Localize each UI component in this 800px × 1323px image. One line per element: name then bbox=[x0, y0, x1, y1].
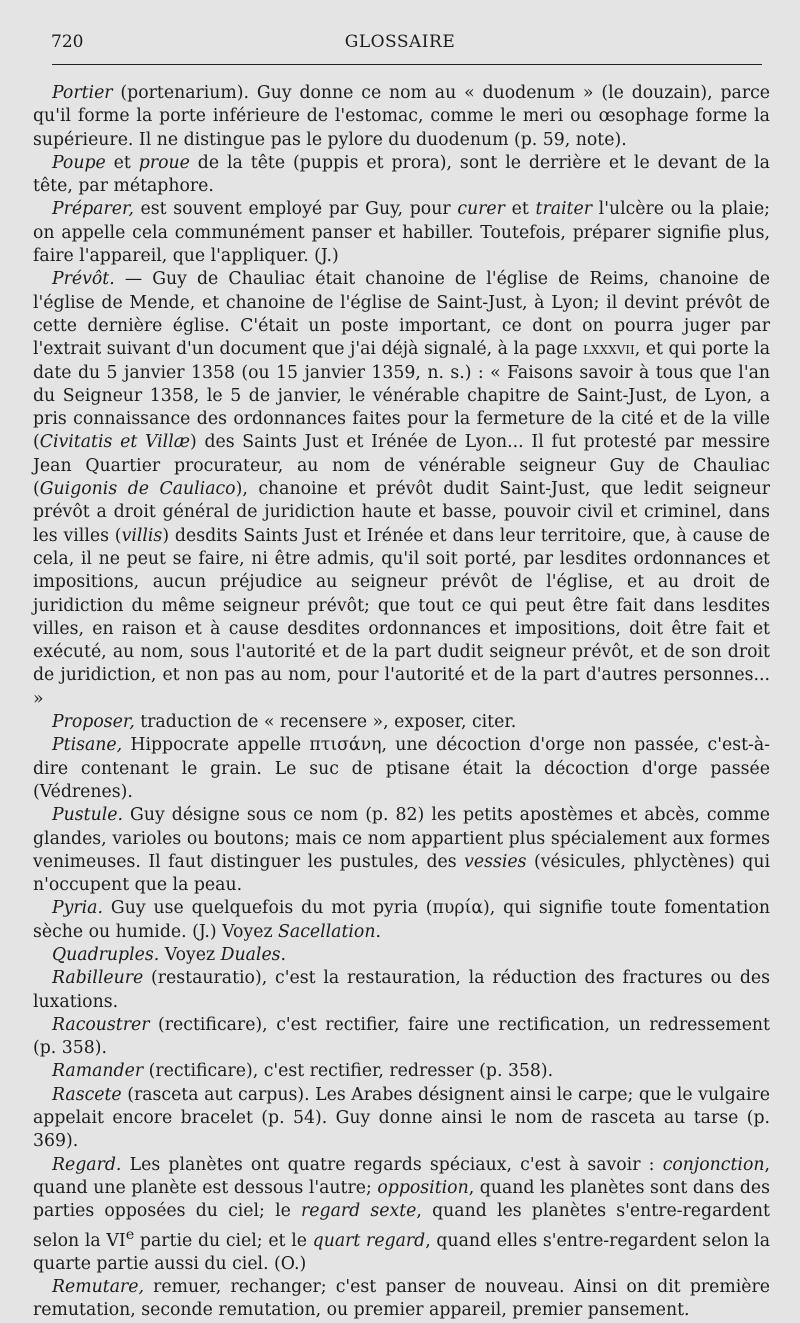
entry-term: Quadruples. bbox=[52, 944, 160, 965]
entry-italic: traiter bbox=[535, 199, 592, 220]
entry-text: l'ulcère ou la plaie; on appelle cela communément panser et habiller. Toutefois, préparer signifie plus, faire l'appareil, que l'appliquer. (J.) bbox=[33, 199, 770, 267]
entry-text: traduction de « recensere », exposer, citer. bbox=[134, 712, 517, 733]
glossary-entry-poupe bbox=[33, 152, 770, 199]
entry-text: , quand elles s'entre-regardent selon la quarte partie aussi du ciel. (O.) bbox=[33, 1230, 770, 1274]
entry-term: Remutare, bbox=[52, 1276, 144, 1297]
entry-greek: πτισάνη bbox=[309, 735, 382, 756]
entry-superscript: e bbox=[125, 1226, 135, 1243]
entry-text: remuer, rechanger; c'est panser de nouveau. Ainsi on dit première remutation, seconde remutation, ou premier appareil, premier pansement. bbox=[33, 1276, 770, 1321]
entry-term: Ramander bbox=[52, 1061, 144, 1082]
entry-italic: Civitatis et Villæ bbox=[39, 432, 190, 453]
entry-text: (rectificare), c'est rectifier, redresser (p. 358). bbox=[143, 1061, 554, 1082]
entry-italic: opposition bbox=[377, 1177, 469, 1198]
entry-term: Proposer, bbox=[52, 712, 135, 733]
entry-text: (rectificare), c'est rectifier, faire une rectification, un redressement (p. 358). bbox=[33, 1014, 770, 1059]
entry-text-part: Les planètes ont quatre regards spéciaux, c'est à savoir : bbox=[121, 1154, 663, 1175]
glossary-entry-prevot bbox=[33, 268, 770, 711]
entry-text: (portenarium). Guy donne ce nom au « duodenum » (le douzain), parce qu'il forme la porte inférieure de l'estomac, comme le meri ou œsophage forme la supérieure. Il ne distingue pas le pylore du duodenum (p. 59, note). bbox=[33, 83, 770, 150]
glossary-entry-preparer bbox=[33, 198, 770, 268]
entry-text: (vésicules, phlyctènes) qui n'occupent que la peau. bbox=[33, 851, 770, 896]
entry-greek: πυρία bbox=[432, 898, 484, 919]
entry-text-part: Voyez bbox=[159, 944, 221, 965]
entry-italic: Sacellation bbox=[278, 921, 376, 942]
entry-text: de la tête (puppis et prora), sont le derrière et le devant de la tête, par métaphore. bbox=[33, 152, 770, 197]
entry-text-part: et bbox=[504, 199, 536, 220]
entry-italic: vessies bbox=[464, 851, 527, 872]
entry-italic: proue bbox=[138, 152, 190, 173]
entry-text-part: ), chanoine et prévôt dudit Saint-Just, que ledit seigneur prévôt a droit général de juridiction haute et basse, pouvoir civil et criminel, dans les villes ( bbox=[33, 479, 770, 546]
entry-italic: villis bbox=[121, 525, 163, 546]
entry-italic: Guigonis de Cauliaco bbox=[39, 479, 236, 500]
entry-text-part: Guy désigne sous ce nom (p. 82) les petits apostèmes et abcès, comme glandes, varioles ou boutons; mais ce nom appartient plus spécialement aux formes venimeuses. Il faut distinguer les pustules, des bbox=[33, 805, 770, 872]
glossary-entry-ramander bbox=[33, 1060, 770, 1083]
entry-italic: quart regard bbox=[312, 1230, 426, 1251]
entry-term: Pyria. bbox=[52, 898, 103, 919]
entry-text: (rasceta aut carpus). Les Arabes désignent ainsi le carpe; que le vulgaire appelait encore bracelet (p. 54). Guy donne ainsi le nom de rasceta au tarse (p. 369). bbox=[33, 1084, 770, 1152]
entry-text: . bbox=[375, 921, 381, 942]
entry-text-part: — Guy de Chauliac était chanoine de l'église de Reims, chanoine de l'église de Mende, et chanoine de l'église de Saint-Just, à Lyon; il devint prévôt de cette dernière église. C'était un poste important, ce dont on pourra juger par l'extrait suivant d'un document que j'ai déjà signalé, à la page bbox=[33, 269, 770, 360]
entry-text-part: partie du ciel; et le bbox=[134, 1230, 313, 1251]
entry-text-part: , quand les planètes s'entre-regardent selon la VI bbox=[33, 1201, 770, 1251]
entry-text: , une décoction d'orge non passée, c'est-à-dire contenant le grain. Le suc de ptisane était la décoction d'orge passée (Védrenes). bbox=[33, 735, 770, 802]
entry-text: (restauratio), c'est la restauration, la réduction des fractures ou des luxations. bbox=[33, 968, 770, 1012]
entry-text-part: Guy use quelquefois du mot pyria ( bbox=[102, 898, 433, 919]
entry-term: Prévôt. bbox=[52, 269, 115, 290]
entry-italic: regard sexte bbox=[301, 1201, 417, 1222]
glossary-entry-ptisane bbox=[33, 734, 770, 804]
glossary-entry-rascete bbox=[33, 1084, 770, 1154]
entry-term: Rabilleure bbox=[52, 968, 144, 989]
entry-text-part: et bbox=[105, 152, 139, 173]
entry-text: . bbox=[280, 944, 287, 965]
entry-text: ) desdits Saints Just et Irénée et dans leur territoire, que, à cause de cela, il ne peut se faire, ni être admis, qu'il soit porté, par lesdites ordonnances et impositions, aucun préjudice au seigneur prévôt de l'église, et au droit de juridiction du même seigneur prévôt; que tout ce qui peut être fait dans lesdites villes, en raison et à cause desdites ordonnances et impositions, doit être fait et exécuté, au nom, sous l'autorité et de la part dudit seigneur prévôt, et de son droit de juridiction, et non pas au nom, pour l'autorité et de la part d'autres personnes... » bbox=[33, 525, 771, 709]
entry-text-part: , et qui porte la date du 5 janvier 1358 (ou 15 janvier 1359, n. s.) : « Faisons savoir à tous que l'an du Seigneur 1358, le 5 de janvier, le vénérable chapitre de Saint-Just, de Lyon, a pris connaissance des ordonnances faites pour la fermeture de la cité et de la ville ( bbox=[33, 339, 771, 453]
entry-text-part: , quand une planète est dessous l'autre; bbox=[33, 1154, 770, 1198]
glossary-entry-proposer bbox=[33, 711, 770, 734]
entry-text-part: est souvent employé par Guy, pour bbox=[133, 199, 458, 220]
header-rule bbox=[52, 64, 762, 65]
glossary-entry-portier bbox=[33, 82, 770, 152]
entry-text-part: Hippocrate appelle bbox=[122, 735, 310, 756]
entry-term: Portier bbox=[52, 83, 113, 103]
entry-italic: curer bbox=[457, 199, 505, 220]
entry-term: Ptisane, bbox=[52, 735, 123, 756]
running-title: GLOSSAIRE bbox=[344, 32, 456, 52]
glossary-entry-regard bbox=[33, 1154, 770, 1276]
entry-term: Racoustrer bbox=[52, 1014, 150, 1035]
entry-text-part: ), qui signifie toute fomentation sèche ou humide. (J.) Voyez bbox=[33, 898, 770, 942]
entry-term: Rascete bbox=[52, 1084, 122, 1105]
entry-term: Regard. bbox=[52, 1154, 122, 1175]
glossary-entry-racoustrer bbox=[33, 1014, 770, 1061]
page-header bbox=[38, 30, 762, 56]
entry-text-part: ) des Saints Just et Irénée de Lyon... Il fut protesté par messire Jean Quartier procurateur, au nom de vénérable seigneur Guy de Chauliac ( bbox=[33, 432, 770, 500]
entry-italic: conjonction bbox=[662, 1154, 765, 1175]
entry-term: Préparer, bbox=[52, 199, 134, 220]
entry-small-caps: lxxxvii bbox=[583, 339, 635, 360]
entry-italic: Duales bbox=[220, 944, 281, 965]
entry-term: Pustule. bbox=[52, 805, 123, 826]
glossary-entry-pyria bbox=[33, 897, 770, 944]
glossary-entry-pustule bbox=[33, 804, 770, 897]
glossary-entry-remutare bbox=[33, 1276, 770, 1323]
entry-text-part: , quand les planètes sont dans des parties opposées du ciel; le bbox=[33, 1177, 770, 1222]
glossary-body bbox=[33, 82, 770, 1323]
entry-term: Poupe bbox=[52, 152, 106, 173]
page-number: 720 bbox=[51, 32, 84, 52]
glossary-entry-quadruples bbox=[33, 944, 770, 967]
glossary-entry-rabilleure bbox=[33, 967, 770, 1014]
